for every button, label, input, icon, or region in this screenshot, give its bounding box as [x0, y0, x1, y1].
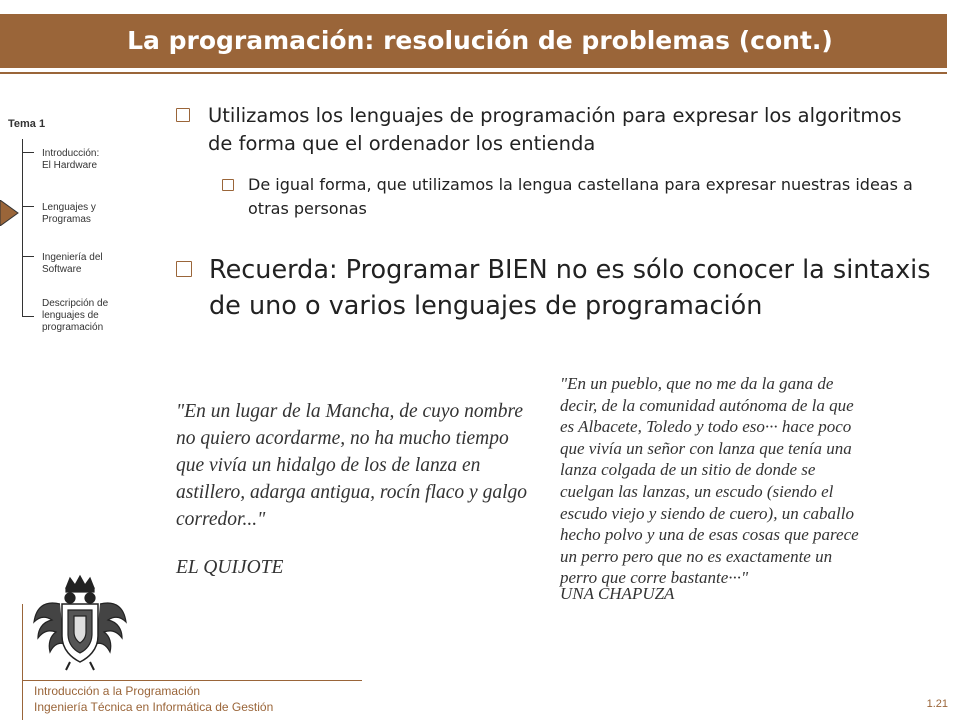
- sidebar-item-label: Descripción de lenguajes de programación: [42, 298, 109, 333]
- bullet-text: De igual forma, que utilizamos la lengua castellana para expresar nuestras ideas a otras personas: [248, 175, 913, 218]
- sidebar-item-label: Lenguajes y Programas: [42, 202, 96, 225]
- title-underline: [0, 72, 947, 74]
- quote-quijote-source: EL QUIJOTE: [176, 557, 284, 578]
- checkbox-square-icon: [176, 261, 192, 277]
- nav-tick: [22, 316, 34, 317]
- sidebar-item-label: Ingeniería del Software: [42, 252, 103, 275]
- footer-vertical-line: [22, 604, 23, 720]
- bullet-recuerda: [176, 252, 946, 324]
- checkbox-square-icon: [222, 179, 234, 191]
- bullet-text: Utilizamos los lenguajes de programación para expresar los algoritmos de forma que el ordenador los entienda: [208, 104, 902, 155]
- nav-tema-label: Tema 1: [8, 118, 46, 130]
- quote-chapuza-source: UNA CHAPUZA: [560, 584, 675, 603]
- footer-horizontal-line: [22, 680, 362, 681]
- bullet-text: Recuerda: Programar BIEN no es sólo conocer la sintaxis de uno o varios lenguajes de programación: [209, 255, 931, 321]
- footer-degree: Ingeniería Técnica en Informática de Gestión: [34, 700, 274, 714]
- quote-quijote: "En un lugar de la Mancha, de cuyo nombre no quiero acordarme, no ha mucho tiempo que vivía un hidalgo de los de lanza en astillero, adarga antigua, rocín flaco y galgo corredor...": [176, 401, 527, 530]
- sidebar-item-descripcion[interactable]: [42, 298, 108, 334]
- quote-chapuza: "En un pueblo, que no me da la gana de decir, de la comunidad autónoma de la que es Albacete, Toledo y todo eso··· hace poco que vivía un señor con lanza que tenía una lanza colgada de un sitio de donde se cuelgan las lanzas, un escudo (siendo el escudo viejo y siendo de cuero), un caballo hecho polvo y una de esas cosas que parece un perro pero que no es exactamente un perro que corre bastante···": [560, 374, 859, 588]
- checkbox-square-icon: [176, 108, 190, 122]
- sidebar-item-ingenieria[interactable]: [42, 252, 103, 276]
- page-title: La programación: resolución de problemas (cont.): [127, 26, 833, 55]
- nav-tree-line: [22, 139, 23, 316]
- sidebar-item-label: Introducción: El Hardware: [42, 148, 100, 171]
- sub-bullet-lengua: [222, 173, 922, 221]
- university-crest-logo: [30, 574, 130, 674]
- page-number: 1.21: [926, 698, 948, 710]
- nav-tick: [22, 206, 34, 207]
- sidebar-item-hardware[interactable]: [42, 148, 99, 172]
- bullet-lenguajes: [176, 102, 916, 158]
- nav-tick: [22, 256, 34, 257]
- nav-tick: [22, 152, 34, 153]
- sidebar-item-lenguajes[interactable]: [42, 202, 96, 226]
- footer-course: Introducción a la Programación: [34, 684, 201, 698]
- current-section-arrow-icon: [0, 200, 20, 226]
